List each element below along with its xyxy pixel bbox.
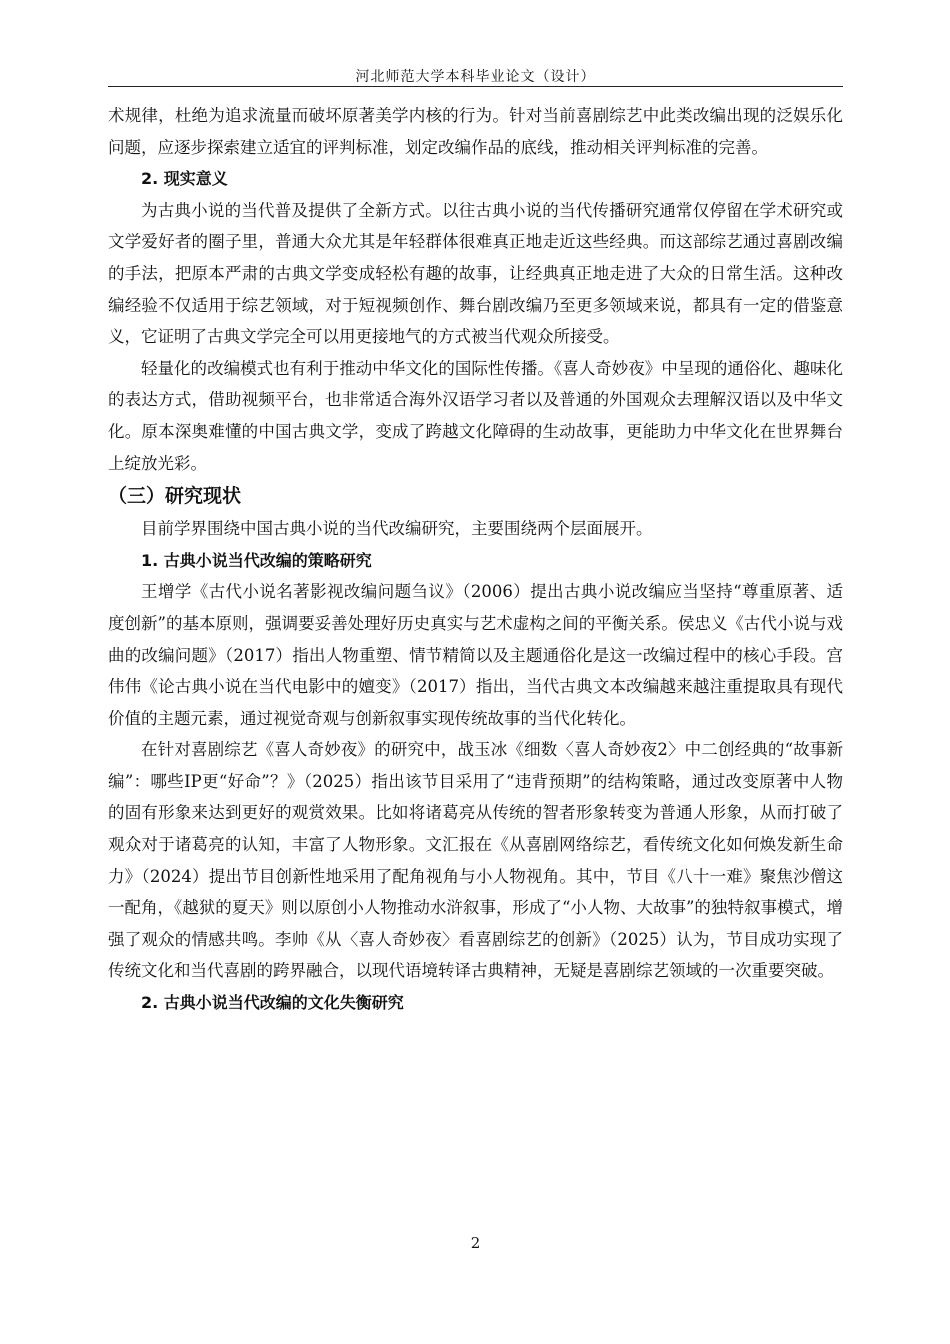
section-heading-research-status: （三）研究现状 bbox=[108, 485, 242, 508]
body-text bbox=[108, 100, 843, 1019]
subheading-cultural-imbalance: 2. 古典小说当代改编的文化失衡研究 bbox=[141, 993, 404, 1013]
paragraph-strategy-literature: 王增学《古代小说名著影视改编问题刍议》（2006）提出古典小说改编应当坚持“尊重原著、适度创新”的基本原则，强调要妥善处理好历史真实与艺术虚构之间的平衡关系。侯忠义《古代小说与戏曲的改编问题》（2017）指出人物重塑、情节精简以及主题通俗化是这一改编过程中的核心手段。宫伟伟《论古典小说在当代电影中的嬗变》（2017）指出，当代古典文本改编越来越注重提取具有现代价值的主题元素，通过视觉奇观与创新叙事实现传统故事的当代化转化。 bbox=[108, 582, 843, 728]
subheading-practical-significance: 2. 现实意义 bbox=[141, 169, 228, 189]
paragraph-research-overview: 目前学界围绕中国古典小说的当代改编研究，主要围绕两个层面展开。 bbox=[141, 519, 653, 539]
paragraph-comedy-show-research: 在针对喜剧综艺《喜人奇妙夜》的研究中，战玉冰《细数〈喜人奇妙夜2〉中二创经典的“故事新编”：哪些IP更“好命”？》（2025）指出该节目采用了“违背预期”的结构策略，通过改变原著中人物的固有形象来达到更好的观赏效果。比如将诸葛亮从传统的智者形象转变为普通人形象，从而打破了观众对于诸葛亮的认知，丰富了人物形象。文汇报在《从喜剧网络综艺，看传统文化如何焕发新生命力》（2024）提出节目创新性地采用了配角视角与小人物视角。其中，节目《八十一难》聚焦沙僧这一配角，《越狱的夏天》则以原创小人物推动水浒叙事，形成了“小人物、大故事”的独特叙事模式，增强了观众的情感共鸣。李帅《从〈喜人奇妙夜〉看喜剧综艺的创新》（2025）认为，节目成功实现了传统文化和当代喜剧的跨界融合，以现代语境转译古典精神，无疑是喜剧综艺领域的一次重要突破。 bbox=[108, 740, 843, 981]
subheading-adaptation-strategy: 1. 古典小说当代改编的策略研究 bbox=[141, 550, 372, 570]
page-header: 河北师范大学本科毕业论文（设计） bbox=[355, 69, 596, 85]
header-divider bbox=[108, 86, 843, 87]
paragraph-popularization: 为古典小说的当代普及提供了全新方式。以往古典小说的当代传播研究通常仅停留在学术研究或文学爱好者的圈子里，普通大众尤其是年轻群体很难真正地走近这些经典。而这部综艺通过喜剧改编的手法，把原本严肃的古典文学变成轻松有趣的故事，让经典真正地走进了大众的日常生活。这种改编经验不仅适用于综艺领域，对于短视频创作、舞台剧改编乃至更多领域来说，都具有一定的借鉴意义，它证明了古典文学完全可以用更接地气的方式被当代观众所接受。 bbox=[108, 200, 843, 347]
paragraph-continuation: 术规律，杜绝为追求流量而破坏原著美学内核的行为。针对当前喜剧综艺中此类改编出现的泛娱乐化问题，应逐步探索建立适宜的评判标准，划定改编作品的底线，推动相关评判标准的完善。 bbox=[108, 106, 843, 157]
page-number: 2 bbox=[470, 1234, 481, 1252]
paragraph-international-spread: 轻量化的改编模式也有利于推动中华文化的国际性传播。《喜人奇妙夜》中呈现的通俗化、趣味化的表达方式，借助视频平台，也非常适合海外汉语学习者以及普通的外国观众去理解汉语以及中华文化。原本深奥难懂的中国古典文学，变成了跨越文化障碍的生动故事，更能助力中华文化在世界舞台上绽放光彩。 bbox=[108, 358, 843, 473]
